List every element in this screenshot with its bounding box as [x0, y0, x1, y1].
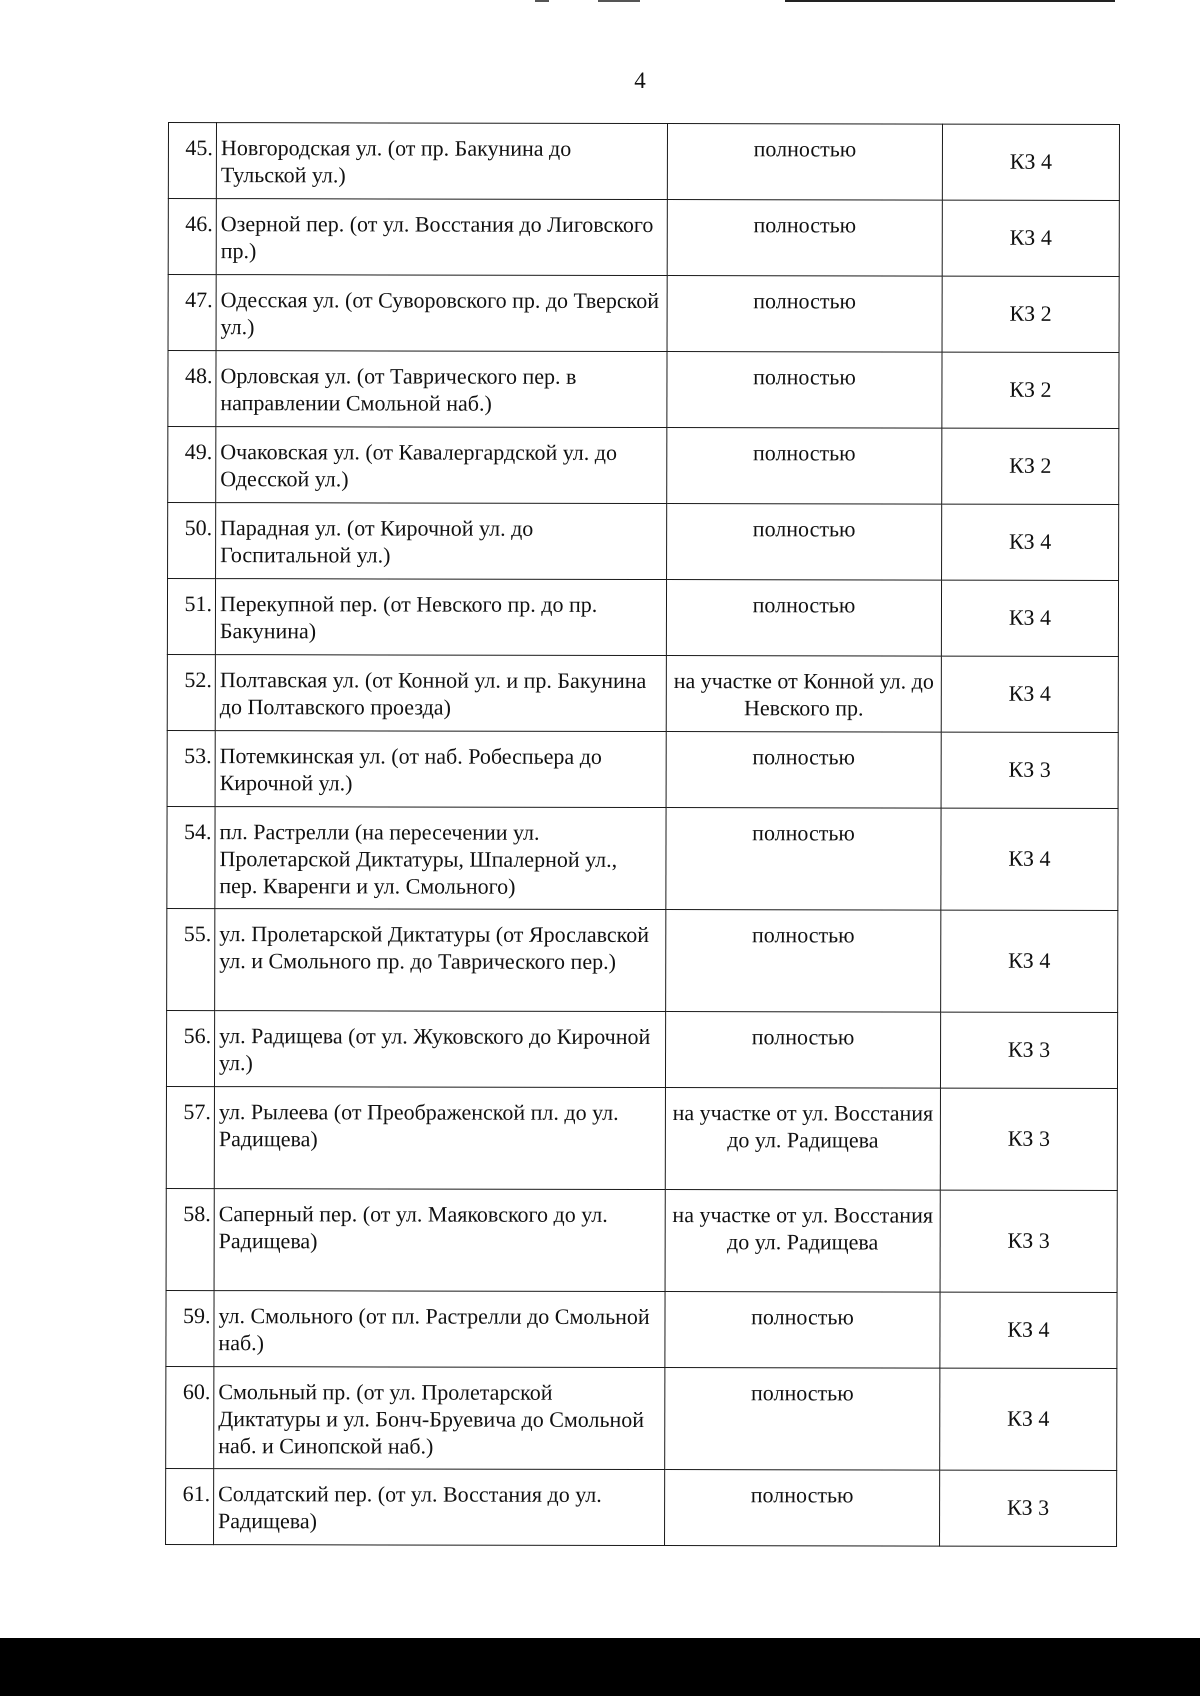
table-row	[167, 579, 1118, 657]
extent-cell: на участке от Конной ул. до Невского пр.	[666, 656, 941, 733]
extent-cell: полностью	[665, 1368, 940, 1471]
extent-cell: полностью	[666, 732, 941, 809]
extent-cell: полностью	[667, 276, 942, 353]
table-row	[166, 1086, 1117, 1190]
row-number: 49.	[168, 427, 216, 503]
street-name-cell: Потемкинская ул. (от наб. Робеспьера до Кирочной ул.)	[215, 731, 666, 808]
street-name-cell: Новгородская ул. (от пр. Бакунина до Тульской ул.)	[216, 123, 667, 200]
street-name-cell: Очаковская ул. (от Кавалергардской ул. до Одесской ул.)	[216, 427, 667, 504]
street-name-cell: ул. Пролетарской Диктатуры (от Ярославской ул. и Смольного пр. до Таврического пер.)	[215, 909, 666, 1012]
row-number: 48.	[168, 351, 216, 427]
scan-bottom-bar	[0, 1638, 1200, 1696]
table-row	[168, 351, 1119, 429]
row-number: 57.	[166, 1086, 214, 1188]
street-name-cell: ул. Рылеева (от Преображенской пл. до ул. Радищева)	[214, 1087, 665, 1190]
streets-table-body	[166, 123, 1120, 1547]
street-name-cell: Перекупной пер. (от Невского пр. до пр. Бакунина)	[215, 579, 666, 656]
zone-cell: КЗ 4	[942, 200, 1119, 276]
zone-cell: КЗ 2	[942, 352, 1119, 428]
row-number: 50.	[168, 503, 216, 579]
extent-cell: полностью	[666, 580, 941, 657]
street-name-cell: ул. Радищева (от ул. Жуковского до Кирочной ул.)	[214, 1011, 665, 1088]
table-row	[166, 1010, 1117, 1088]
zone-cell: КЗ 4	[942, 504, 1119, 580]
table-row	[168, 123, 1119, 201]
table-row	[167, 730, 1118, 808]
table-row	[168, 503, 1119, 581]
zone-cell: КЗ 4	[941, 808, 1118, 910]
extent-cell: полностью	[665, 1292, 940, 1369]
row-number: 58.	[166, 1188, 214, 1290]
extent-cell: на участке от ул. Восстания до ул. Радищева	[665, 1190, 940, 1293]
street-name-cell: Озерной пер. (от ул. Восстания до Лиговского пр.)	[216, 199, 667, 276]
street-name-cell: Одесская ул. (от Суворовского пр. до Тверской ул.)	[216, 275, 667, 352]
row-number: 61.	[166, 1468, 214, 1544]
extent-cell: полностью	[667, 124, 942, 201]
page-number: 4	[634, 68, 646, 93]
row-number: 45.	[168, 123, 216, 199]
zone-cell: КЗ 3	[941, 732, 1118, 808]
zone-cell: КЗ 3	[940, 1190, 1117, 1292]
extent-cell: полностью	[667, 352, 942, 429]
row-number: 47.	[168, 275, 216, 351]
table-row	[167, 654, 1118, 732]
street-name-cell: Саперный пер. (от ул. Маяковского до ул. Радищева)	[214, 1189, 665, 1292]
row-number: 60.	[166, 1366, 214, 1468]
table-row	[167, 908, 1118, 1012]
street-name-cell: пл. Растрелли (на пересечении ул. Пролетарской Диктатуры, Шпалерной ул., пер. Кваренги и ул. Смольного)	[215, 807, 666, 910]
zone-cell: КЗ 4	[941, 656, 1118, 732]
row-number: 53.	[167, 730, 215, 806]
extent-cell: полностью	[667, 504, 942, 581]
zone-cell: КЗ 2	[942, 428, 1119, 504]
extent-cell: полностью	[667, 200, 942, 277]
top-edge-mark	[598, 0, 640, 2]
extent-cell: полностью	[667, 428, 942, 505]
row-number: 51.	[167, 579, 215, 655]
extent-cell: полностью	[666, 808, 941, 911]
zone-cell: КЗ 3	[940, 1012, 1117, 1088]
extent-cell: на участке от ул. Восстания до ул. Радищева	[665, 1088, 940, 1191]
top-edge-line	[785, 0, 1115, 2]
table-row	[168, 199, 1119, 277]
street-name-cell: Полтавская ул. (от Конной ул. и пр. Бакунина до Полтавского проезда)	[215, 655, 666, 732]
street-name-cell: Парадная ул. (от Кирочной ул. до Госпитальной ул.)	[216, 503, 667, 580]
row-number: 52.	[167, 654, 215, 730]
zone-cell: КЗ 4	[940, 1292, 1117, 1368]
table-row	[167, 806, 1118, 910]
extent-cell: полностью	[665, 1012, 940, 1089]
extent-cell: полностью	[666, 910, 941, 1013]
top-edge-mark	[535, 0, 549, 2]
table-row	[166, 1366, 1117, 1470]
row-number: 55.	[167, 908, 215, 1010]
streets-table	[165, 122, 1120, 1547]
row-number: 56.	[166, 1010, 214, 1086]
table-row	[166, 1188, 1117, 1292]
table-row	[168, 427, 1119, 505]
zone-cell: КЗ 4	[942, 124, 1119, 200]
table-row	[166, 1468, 1117, 1546]
street-name-cell: Солдатский пер. (от ул. Восстания до ул. Радищева)	[214, 1469, 665, 1546]
zone-cell: КЗ 3	[940, 1470, 1117, 1546]
zone-cell: КЗ 3	[940, 1088, 1117, 1190]
zone-cell: КЗ 4	[941, 910, 1118, 1012]
row-number: 59.	[166, 1290, 214, 1366]
street-name-cell: Смольный пр. (от ул. Пролетарской Диктатуры и ул. Бонч-Бруевича до Смольной наб. и Синопской наб.)	[214, 1367, 665, 1470]
zone-cell: КЗ 2	[942, 276, 1119, 352]
row-number: 46.	[168, 199, 216, 275]
extent-cell: полностью	[665, 1470, 940, 1547]
zone-cell: КЗ 4	[940, 1368, 1117, 1470]
street-name-cell: Орловская ул. (от Таврического пер. в направлении Смольной наб.)	[216, 351, 667, 428]
table-row	[166, 1290, 1117, 1368]
row-number: 54.	[167, 806, 215, 908]
table-row	[168, 275, 1119, 353]
zone-cell: КЗ 4	[941, 580, 1118, 656]
street-name-cell: ул. Смольного (от пл. Растрелли до Смольной наб.)	[214, 1291, 665, 1368]
